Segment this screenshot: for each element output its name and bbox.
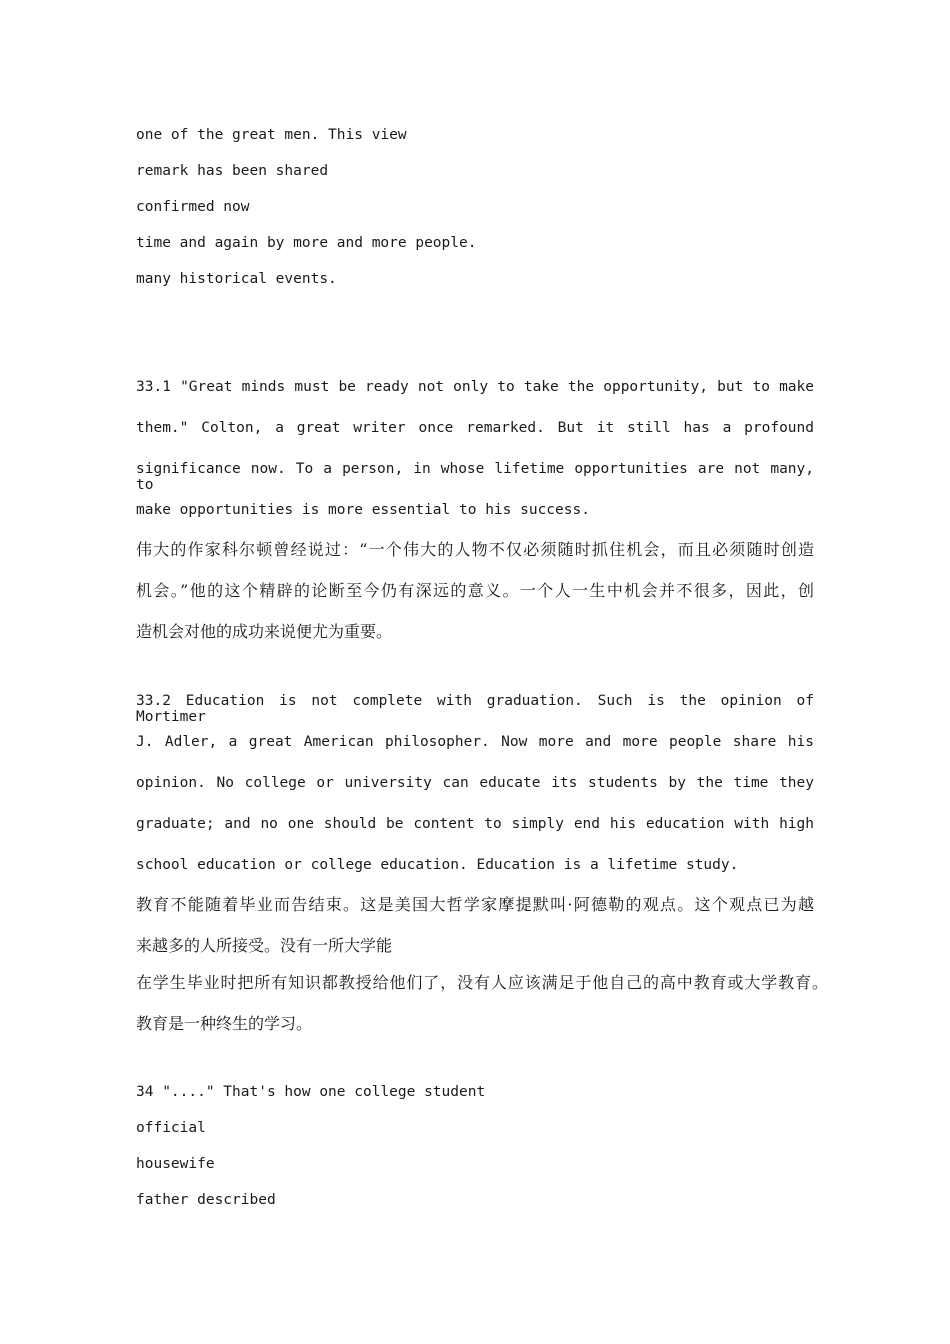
translation-33-2-line: 教育不能随着毕业而告结束。这是美国大哲学家摩提默叫·阿德勒的观点。这个观点已为越 bbox=[136, 895, 814, 914]
translation-33-2-line: 来越多的人所接受。没有一所大学能 bbox=[136, 936, 393, 955]
paragraph-33-1-line: 33.1 "Great minds must be ready not only to take the opportunity, but to make bbox=[136, 379, 814, 395]
translation-33-2-line: 教育是一种终生的学习。 bbox=[136, 1014, 313, 1033]
paragraph-33-2-line: opinion. No college or university can educate its students by the time they bbox=[136, 775, 814, 791]
paragraph-33-1-line: significance now. To a person, in whose lifetime opportunities are not many, to bbox=[136, 461, 814, 493]
text-line: father described bbox=[136, 1192, 276, 1208]
text-line: many historical events. bbox=[136, 271, 337, 287]
translation-33-1-line: 机会。”他的这个精辟的论断至今仍有深远的意义。一个人一生中机会并不很多，因此，创 bbox=[136, 581, 814, 600]
paragraph-33-1-line: them." Colton, a great writer once remarked. But it still has a profound bbox=[136, 420, 814, 436]
translation-33-2-line: 在学生毕业时把所有知识都教授给他们了，没有人应该满足于他自己的高中教育或大学教育。 bbox=[136, 973, 828, 992]
text-line: remark has been shared bbox=[136, 163, 329, 179]
paragraph-33-2-line: 33.2 Education is not complete with graduation. Such is the opinion of Mortimer bbox=[136, 693, 814, 725]
translation-33-1-line: 伟大的作家科尔顿曾经说过：“一个伟大的人物不仅必须随时抓住机会，而且必须随时创造 bbox=[136, 540, 814, 559]
paragraph-33-2-line: school education or college education. Education is a lifetime study. bbox=[136, 857, 739, 873]
text-line: confirmed now bbox=[136, 199, 250, 215]
text-line: 34 "...." That's how one college student bbox=[136, 1084, 486, 1100]
text-line: official bbox=[136, 1120, 206, 1136]
text-line: one of the great men. This view bbox=[136, 127, 407, 143]
translation-33-1-line: 造机会对他的成功来说便尤为重要。 bbox=[136, 622, 393, 641]
paragraph-33-2-line: J. Adler, a great American philosopher. Now more and more people share his bbox=[136, 734, 814, 750]
text-line: housewife bbox=[136, 1156, 215, 1172]
text-line: time and again by more and more people. bbox=[136, 235, 477, 251]
paragraph-33-2-line: graduate; and no one should be content to simply end his education with high bbox=[136, 816, 814, 832]
paragraph-33-1-line: make opportunities is more essential to his success. bbox=[136, 502, 590, 518]
